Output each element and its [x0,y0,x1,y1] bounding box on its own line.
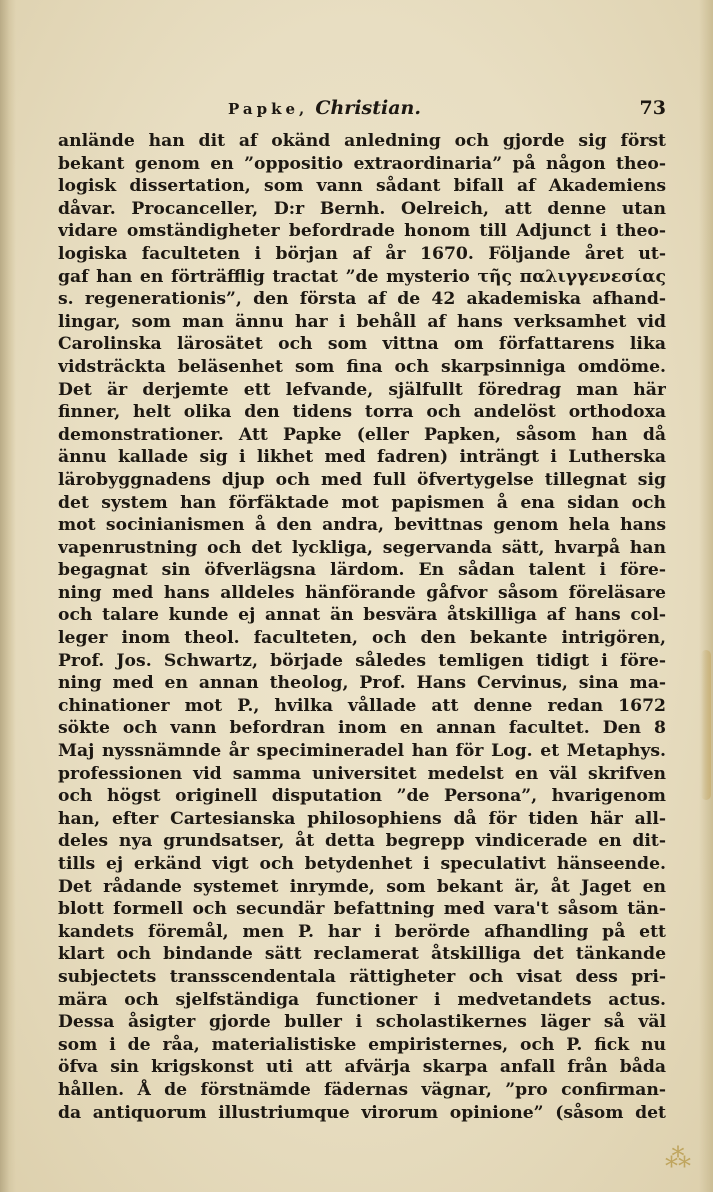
text-line: vidare omständigheter befordrade honom till Adjunct i theo- [58,221,666,242]
paper-mark: ⁂ [665,1144,691,1174]
text-line: da antiquorum illustriumque virorum opinione” (såsom det [58,1102,666,1123]
text-line: han, efter Cartesianska philosophiens då för tiden här all- [58,808,666,829]
text-line: och talare kunde ej annat än besvära åtskilliga af hans col- [58,605,666,626]
paper-stain [701,650,711,800]
text-line: professionen vid samma universitet medelst en väl skrifven [58,763,666,784]
text-line: klart och bindande sätt reclamerat åtskilliga det tänkande [58,944,666,965]
text-line: begagnat sin öfverlägsna lärdom. En sådan talent i före- [58,560,666,581]
text-line: gaf han en förträfflig tractat ”de mysterio τῆς παλιγγενεσίας [58,266,666,287]
text-line: hållen. Å de förstnämde fädernas vägnar, ”pro confirman- [58,1079,666,1100]
text-line: deles nya grundsatser, åt detta begrepp vindicerade en dit- [58,831,666,852]
text-line: som i de råa, materialistiske empiristernes, och P. fick nu [58,1034,666,1055]
text-line: ännu kallade sig i likhet med fadren) inträngt i Lutherska [58,447,666,468]
running-header [58,97,666,127]
binding-gutter [0,0,16,1192]
text-line: s. regenerationis”, den första af de 42 akademiska afhand- [58,289,666,310]
text-line: leger inom theol. faculteten, och den bekante intrigören, [58,628,666,649]
text-line: finner, helt olika den tidens torra och andelöst orthodoxa [58,402,666,423]
text-line: blott formell och secundär befattning med vara't såsom tän- [58,899,666,920]
text-line: Carolinska lärosätet och som vittna om författarens lika [58,334,666,355]
text-line: Det är derjemte ett lefvande, själfullt föredrag man här [58,379,666,400]
author-forename: Christian. [315,97,421,119]
text-line: ning med hans alldeles hänförande gåfvor såsom föreläsare [58,582,666,603]
page-number: 73 [639,97,666,119]
text-line: lingar, som man ännu har i behåll af hans verksamhet vid [58,311,666,332]
text-line: mära och sjelfständiga functioner i medvetandets actus. [58,989,666,1010]
author-surname: Papke, [228,100,309,118]
page-edge [699,0,713,1192]
text-line: chinationer mot P., hvilka vållade att denne redan 1672 [58,695,666,716]
text-line: Prof. Jos. Schwartz, började således temligen tidigt i före- [58,650,666,671]
text-line: vidsträckta beläsenhet som fina och skarpsinniga omdöme. [58,356,666,377]
text-line: det system han förfäktade mot papismen å ena sidan och [58,492,666,513]
text-line: kandets föremål, men P. har i berörde afhandling på ett [58,921,666,942]
text-line: tills ej erkänd vigt och betydenhet i speculativt hänseende. [58,854,666,874]
text-line: dåvar. Procanceller, D:r Bernh. Oelreich, att denne utan [58,198,666,219]
text-line: anlände han dit af okänd anledning och gjorde sig först [58,131,666,151]
text-line: Det rådande systemet inrymde, som bekant är, åt Jaget en [58,876,666,897]
running-title [228,97,421,119]
text-line: öfva sin krigskonst uti att afvärja skarpa anfall från båda [58,1057,666,1078]
text-line: vapenrustning och det lyckliga, segervanda sätt, hvarpå han [58,537,666,558]
text-line: och högst originell disputation ”de Persona”, hvarigenom [58,786,666,807]
text-line: logiska faculteten i början af år 1670. Följande året ut- [58,243,666,264]
text-line: lärobyggnadens djup och med full öfvertygelse tillegnat sig [58,469,666,490]
text-line: Dessa åsigter gjorde buller i scholastikernes läger så väl [58,1012,666,1033]
text-line: sökte och vann befordran inom en annan facultet. Den 8 [58,718,666,739]
text-line: bekant genom en ”oppositio extraordinaria” på någon theo- [58,153,666,174]
text-line: Maj nyssnämnde år specimineradel han för Log. et Metaphys. [58,741,666,762]
text-line: logisk dissertation, som vann sådant bifall af Akademiens [58,176,666,197]
text-line: demonstrationer. Att Papke (eller Papken, såsom han då [58,424,666,445]
text-line: subjectets transscendentala rättigheter och visat dess pri- [58,966,666,987]
body-text [58,130,666,1124]
text-line: ning med en annan theolog, Prof. Hans Cervinus, sina ma- [58,673,666,694]
text-line: mot socinianismen å den andra, bevittnas genom hela hans [58,515,666,536]
